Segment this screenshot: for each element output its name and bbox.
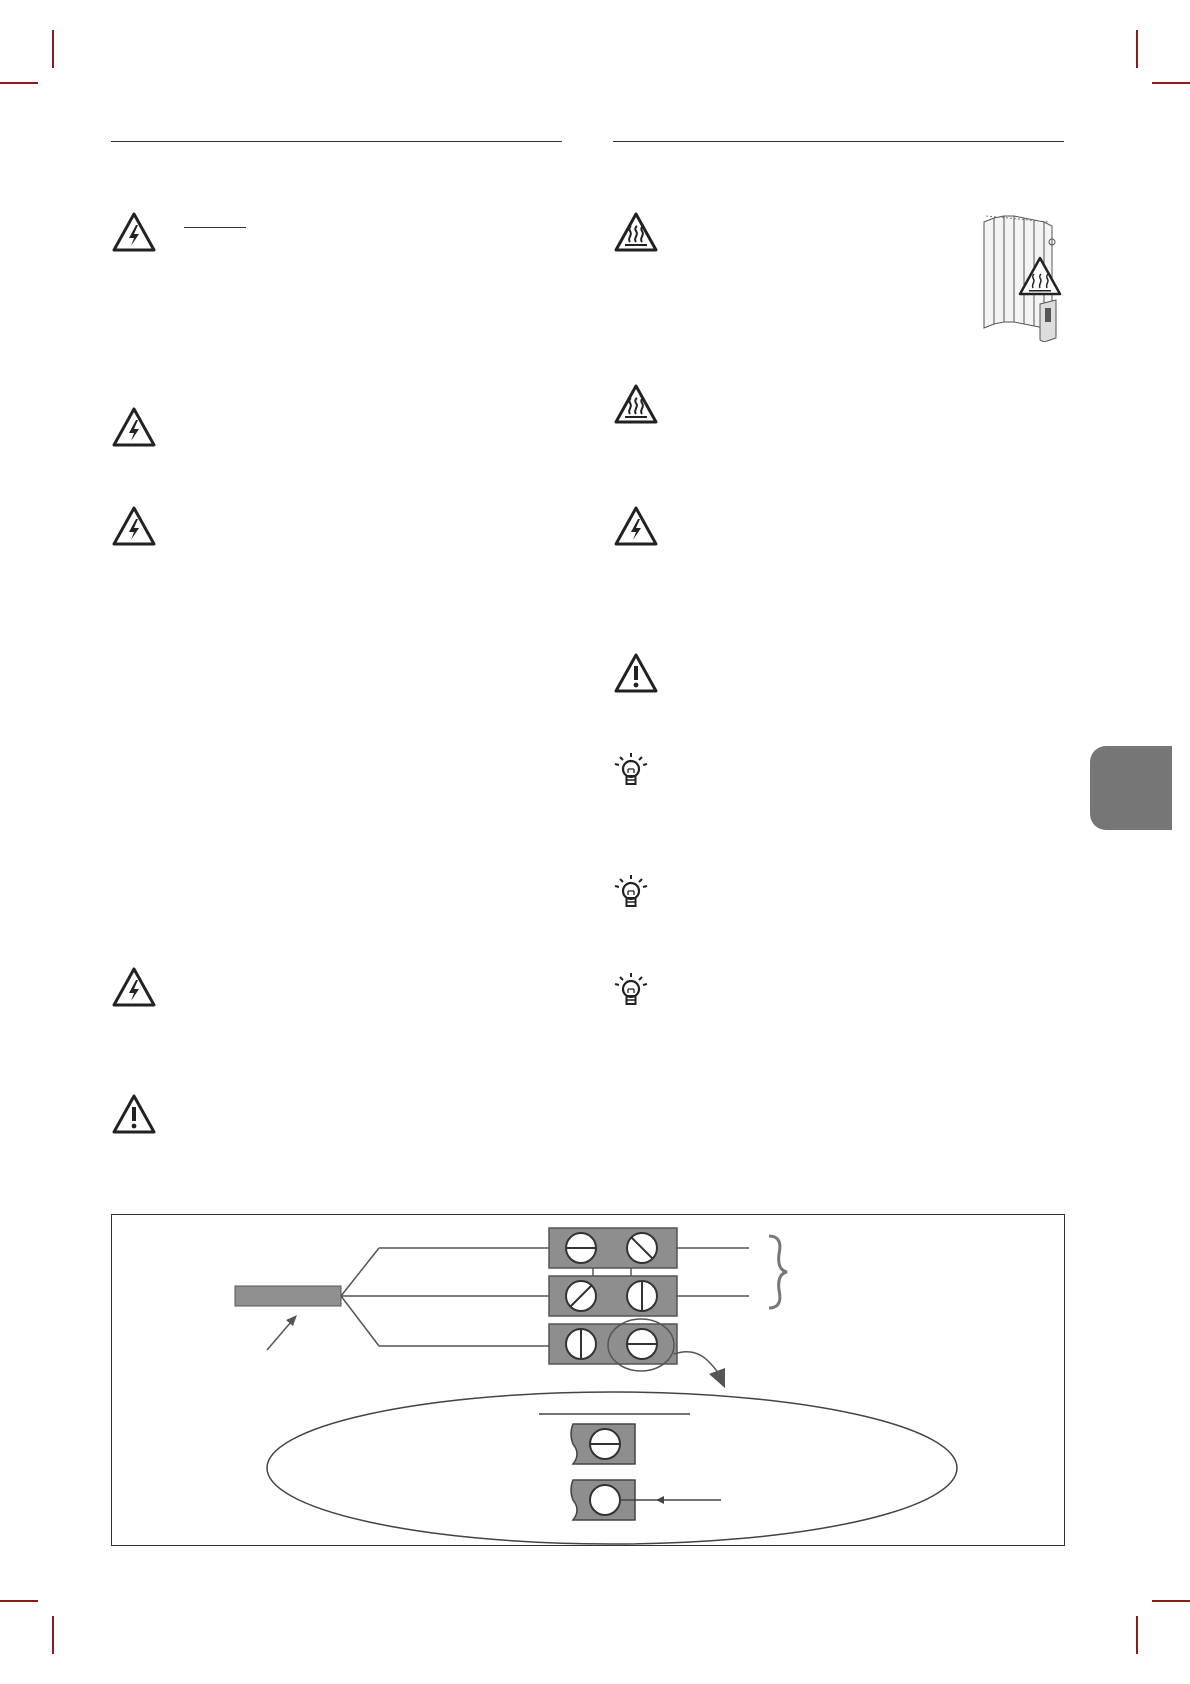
right-column-rule: [613, 141, 1064, 142]
electric-shock-warning-icon: [111, 211, 157, 253]
electric-shock-warning-icon: [111, 505, 157, 547]
crop-mark-bottom-left-horizontal: [0, 1600, 38, 1602]
crop-mark-top-right-vertical: [1136, 30, 1138, 68]
electric-shock-warning-icon: [111, 406, 157, 448]
hot-surface-warning-icon: [613, 211, 659, 253]
power-cable: [235, 1286, 341, 1306]
general-warning-icon: [111, 1093, 157, 1135]
lightbulb-tip-icon: [611, 970, 651, 1012]
hot-surface-warning-icon: [613, 383, 659, 425]
chapter-side-tab: [1090, 746, 1172, 830]
lightbulb-tip-icon: [611, 872, 651, 914]
crop-mark-top-left-vertical: [52, 30, 54, 68]
crop-mark-top-left-horizontal: [0, 82, 38, 84]
electric-shock-warning-icon: [111, 966, 157, 1008]
general-warning-icon: [613, 652, 659, 694]
terminal-detail-ellipse: [267, 1392, 957, 1544]
electric-shock-warning-icon: [613, 505, 659, 547]
left-column-rule: [111, 141, 562, 142]
crop-mark-bottom-right-horizontal: [1152, 1600, 1190, 1602]
crop-mark-bottom-right-vertical: [1136, 1616, 1138, 1654]
cable-pointer-arrow: [267, 1322, 291, 1350]
lightbulb-tip-icon: [611, 750, 651, 792]
crop-mark-bottom-left-vertical: [52, 1616, 54, 1654]
wiring-diagram: [111, 1214, 1065, 1546]
crop-mark-top-right-horizontal: [1152, 82, 1190, 84]
radiator-illustration: [980, 212, 1062, 342]
heading-underline: [184, 227, 246, 228]
wire-group-brace: [769, 1236, 787, 1308]
